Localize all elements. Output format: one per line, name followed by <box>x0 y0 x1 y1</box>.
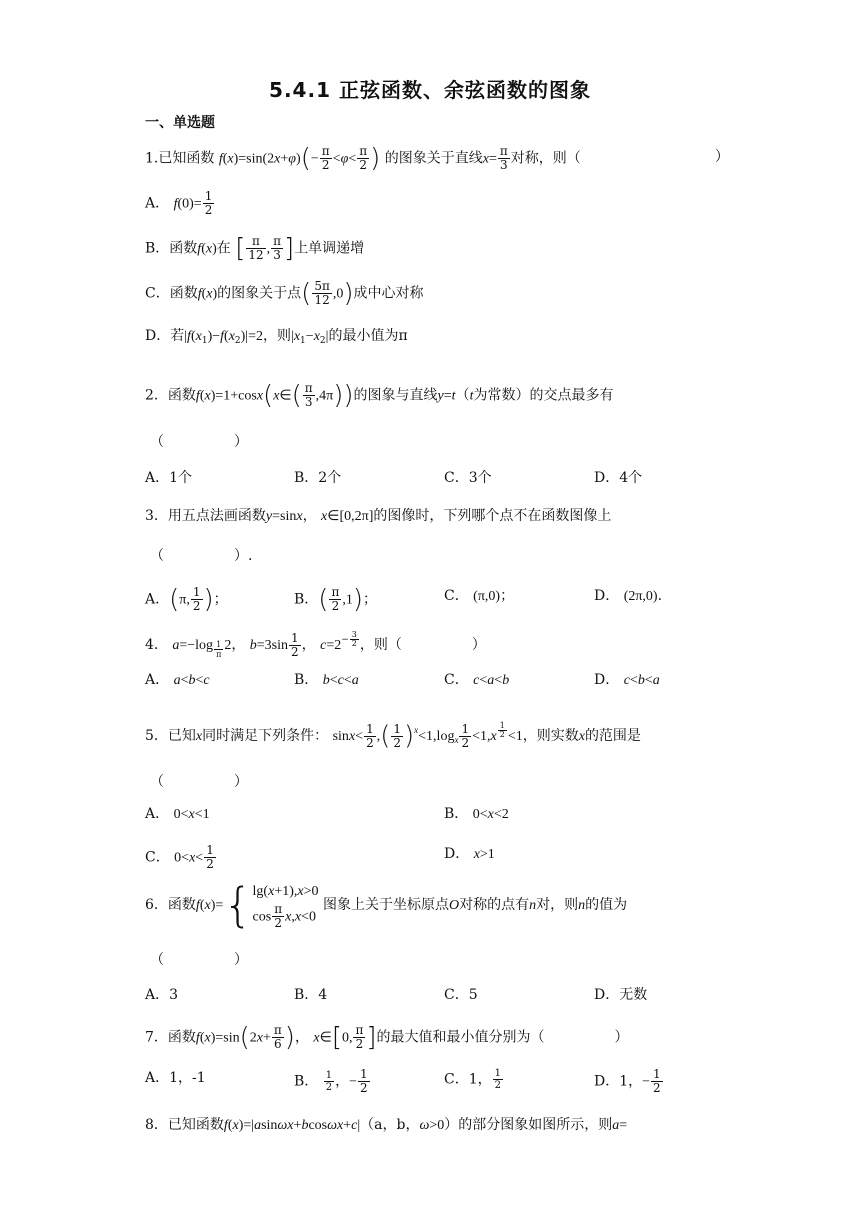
q6-paren: （ ） <box>150 952 248 968</box>
q7-option-a: A．1，-1 <box>145 1070 206 1086</box>
q1-option-a: A． f(0)= $\frac{1}{2}$ <box>145 189 213 217</box>
q5-option-a: A． 0<x<1 <box>145 806 210 822</box>
q1-option-b: B．函数f(x)在 [ $\frac{\pi}{12}$ , $\frac{\pi}{3}$ ]上单调递增 <box>145 233 365 264</box>
q5-option-d: D． x>1 <box>444 846 495 862</box>
q4-option-a: A． a<b<c <box>145 672 210 688</box>
q2-paren: （ ） <box>150 434 248 450</box>
question-5: 5．已知x同时满足下列条件： sinx< $\frac{1}{2}$ ,( $\frac{1}{2}$ )$^x<1,\log_x$ $\frac{1}{2}$ <1,x $^{\frac{1}{2}}$ <1，则实数x的范围是 <box>145 721 641 751</box>
q2-option-c: C．3个 <box>444 470 492 486</box>
q6-option-c: C．5 <box>444 987 478 1003</box>
q2-option-b: B．2个 <box>294 470 342 486</box>
q3-option-a: A．(π, $\frac{1}{2}$ )； <box>145 584 228 615</box>
q2-option-a: A．1个 <box>145 470 193 486</box>
section-heading: 一、单选题 <box>145 115 215 131</box>
q1-option-c: C．函数f(x)的图象关于点( $\frac{5\pi}{12}$ ,0)成中心对称 <box>145 278 424 309</box>
q7-option-c: C．1， $\frac{1}{2}$ <box>444 1068 501 1091</box>
q1-paren-close: ） <box>715 149 729 165</box>
question-1: 1.已知函数 f(x)=sin(2x+φ)(− $\frac{\pi}{2}$ <φ< $\frac{\pi}{2}$ ) 的图象关于直线x= $\frac{\pi}{3}$ 对称，则（ <box>145 143 581 174</box>
question-3: 3．用五点法画函数y=sinx， x∈[0,2π]的图像时，下列哪个点不在函数图像上 <box>145 508 612 524</box>
q1-option-d: D．若$|f(x_1)-f(x_2)|=2$，则$|x_1-x_2|$的最小值为π <box>145 328 408 346</box>
q2-option-d: D．4个 <box>594 470 643 486</box>
question-6: 6．函数f(x)={ lg(x+1),x>0 cos $\frac{\pi}{2}$ x,x<0 图象上关于坐标原点O对称的点有n对，则n的值为 <box>145 878 628 932</box>
q3-option-d: D． (2π,0). <box>594 588 663 604</box>
page-title: 5.4.1 正弦函数、余弦函数的图象 <box>269 78 591 102</box>
q5-paren: （ ） <box>150 774 248 790</box>
q7-option-d: D．1，− $\frac{1}{2}$ <box>594 1067 661 1095</box>
q1-text-end: 对称，则（ <box>510 150 581 167</box>
q1-lead: 1.已知函数 <box>145 150 215 167</box>
q6-option-b: B．4 <box>294 987 328 1003</box>
q7-option-b: B． $\frac{1}{2}$ ，− $\frac{1}{2}$ <box>294 1067 368 1095</box>
q4-option-c: C． c<a<b <box>444 672 510 688</box>
q4-option-d: D． c<b<a <box>594 672 660 688</box>
question-2: 2．函数f(x)=1+cosx(x∈( $\frac{\pi}{3}$ ,4π))的图象与直线y=t（t为常数）的交点最多有 <box>145 380 614 411</box>
q3-paren: （ ）. <box>150 548 253 564</box>
q5-option-c: C． 0<x< $\frac{1}{2}$ <box>145 843 214 871</box>
q6-option-a: A．3 <box>145 987 179 1003</box>
q5-option-b: B． 0<x<2 <box>444 806 509 822</box>
q6-option-d: D．无数 <box>594 987 648 1003</box>
q3-option-b: B．( $\frac{\pi}{2}$ ,1)； <box>294 584 377 615</box>
q1-text-mid: 的图象关于直线 <box>384 150 483 167</box>
question-8: 8．已知函数f(x)=|asinωx+bcosωx+c|（a，b，ω>0）的部分图象如图所示，则a= <box>145 1117 628 1133</box>
q3-option-c: C． (π,0)； <box>444 588 515 604</box>
question-7: 7．函数f(x)=sin(2x+ $\frac{\pi}{6}$ )， x∈[0, $\frac{\pi}{2}$ ]的最大值和最小值分别为（ ） <box>145 1022 629 1053</box>
question-4: 4． a=−log $\frac{1}{\pi}$ 2， b=3sin $\frac{1}{2}$ ， $c=2^{- \frac{3}{2}}$ ，则（ ） <box>145 630 486 659</box>
q4-option-b: B． b<c<a <box>294 672 359 688</box>
